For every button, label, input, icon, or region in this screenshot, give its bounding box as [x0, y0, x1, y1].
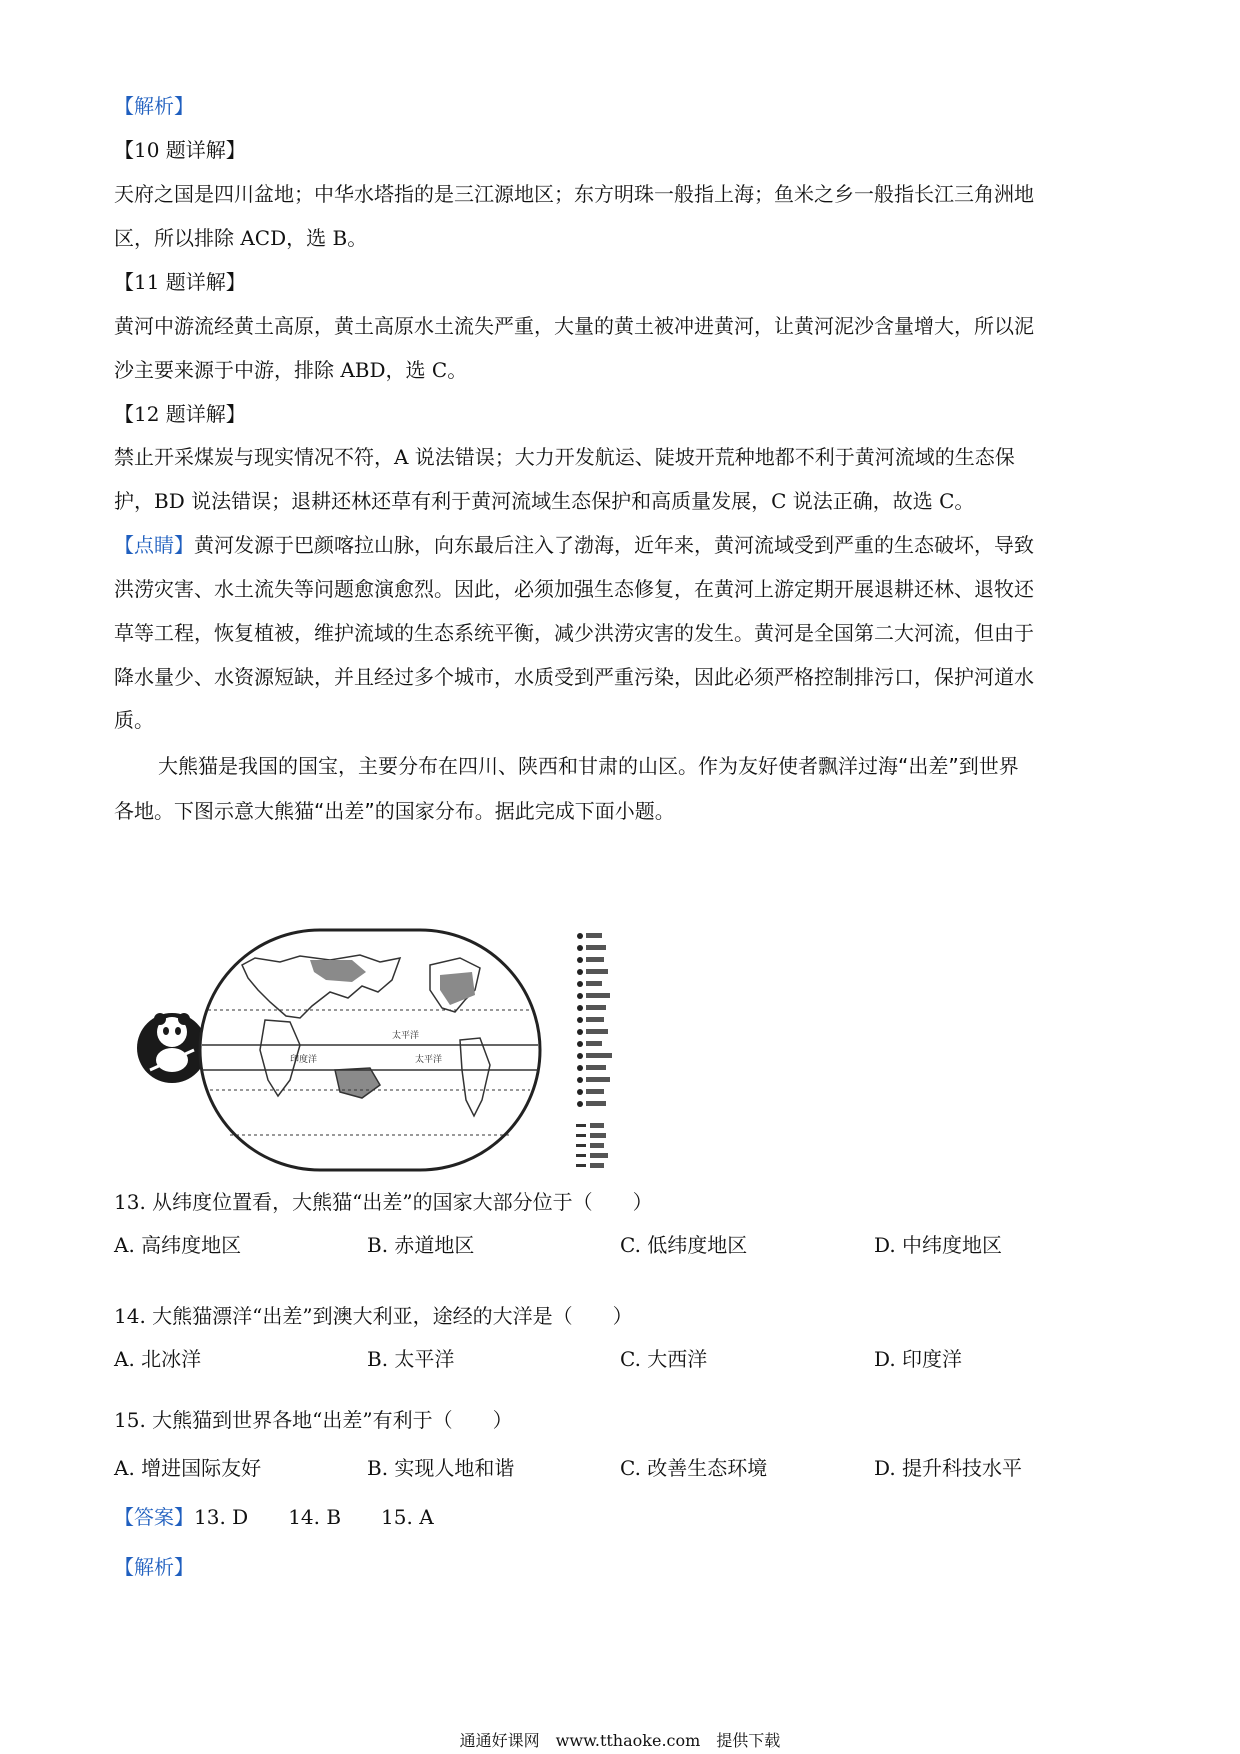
tip-line-2: 洪涝灾害、水土流失等问题愈演愈烈。因此，必须加强生态修复，在黄河上游定期开展退耕还林、退牧还 — [114, 577, 1034, 601]
analysis-heading: 【解析】 — [114, 94, 194, 118]
q10-text-line-1: 天府之国是四川盆地；中华水塔指的是三江源地区；东方明珠一般指上海；鱼米之乡一般指长江三角洲地 — [114, 182, 1034, 206]
question-15-stem: 15. 大熊猫到世界各地“出差”有利于（ ） — [114, 1408, 513, 1432]
q10-text-line-2: 区，所以排除 ACD，选 B。 — [114, 226, 368, 250]
q13-option-c: C. 低纬度地区 — [620, 1233, 748, 1257]
q14-option-d: D. 印度洋 — [874, 1347, 963, 1371]
q15-option-b: B. 实现人地和谐 — [367, 1456, 515, 1480]
q14-option-a: A. 北冰洋 — [114, 1347, 202, 1371]
answer-line — [114, 1503, 1124, 1531]
map-label-pacific-left: 太平洋 — [392, 1031, 420, 1041]
map-legend-strip — [576, 933, 612, 1168]
tip-tag: 【点睛】 — [114, 533, 194, 557]
q10-detail-heading: 【10 题详解】 — [114, 138, 246, 162]
q13-option-b: B. 赤道地区 — [367, 1233, 475, 1257]
question-13-stem: 13. 从纬度位置看，大熊猫“出差”的国家大部分位于（ ） — [114, 1190, 653, 1214]
analysis-heading-2: 【解析】 — [114, 1555, 194, 1579]
q15-option-d: D. 提升科技水平 — [874, 1456, 1023, 1480]
q11-text-line-2: 沙主要来源于中游，排除 ABD，选 C。 — [114, 358, 468, 382]
page-footer: 通通好课网 www.tthaoke.com 提供下载 — [459, 1731, 781, 1750]
q11-detail-heading: 【11 题详解】 — [114, 270, 246, 294]
question-14-stem: 14. 大熊猫漂洋“出差”到澳大利亚，途经的大洋是（ ） — [114, 1304, 633, 1328]
q15-option-a: A. 增进国际友好 — [114, 1456, 262, 1480]
q13-option-d: D. 中纬度地区 — [874, 1233, 1003, 1257]
q12-text-line-1: 禁止开采煤炭与现实情况不符，A 说法错误；大力开发航运、陡坡开荒种地都不利于黄河流域的生态保 — [114, 445, 1015, 469]
q14-option-c: C. 大西洋 — [620, 1347, 708, 1371]
answer-text: 13. D 14. B 15. A — [194, 1505, 434, 1529]
q14-option-b: B. 太平洋 — [367, 1347, 455, 1371]
panda-emblem — [137, 1013, 207, 1083]
q11-text-line-1: 黄河中游流经黄土高原，黄土高原水土流失严重，大量的黄土被冲进黄河，让黄河泥沙含量增大，所以泥 — [114, 314, 1034, 338]
q13-option-a: A. 高纬度地区 — [114, 1233, 242, 1257]
intro-line-2: 各地。下图示意大熊猫“出差”的国家分布。据此完成下面小题。 — [114, 799, 675, 823]
tip-line-1: 【点睛】黄河发源于巴颜喀拉山脉，向东最后注入了渤海，近年来，黄河流域受到严重的生态破坏，导致 — [114, 533, 1034, 557]
tip-line-5: 质。 — [114, 708, 154, 732]
panda-world-map-figure — [130, 920, 740, 1180]
answer-tag: 【答案】 — [114, 1505, 194, 1529]
world-map — [200, 930, 540, 1170]
tip-line-3: 草等工程，恢复植被，维护流域的生态系统平衡，减少洪涝灾害的发生。黄河是全国第二大河流，但由于 — [114, 621, 1034, 645]
map-label-indian-ocean: 印度洋 — [290, 1055, 318, 1065]
map-label-pacific-right: 太平洋 — [415, 1055, 443, 1065]
q12-detail-heading: 【12 题详解】 — [114, 402, 246, 426]
q12-text-line-2: 护，BD 说法错误；退耕还林还草有利于黄河流域生态保护和高质量发展，C 说法正确，故选 C。 — [114, 489, 975, 513]
intro-line-1: 大熊猫是我国的国宝，主要分布在四川、陕西和甘肃的山区。作为友好使者飘洋过海“出差”到世界 — [158, 754, 1019, 778]
q15-option-c: C. 改善生态环境 — [620, 1456, 768, 1480]
tip-line-4: 降水量少、水资源短缺，并且经过多个城市，水质受到严重污染，因此必须严格控制排污口，保护河道水 — [114, 665, 1034, 689]
